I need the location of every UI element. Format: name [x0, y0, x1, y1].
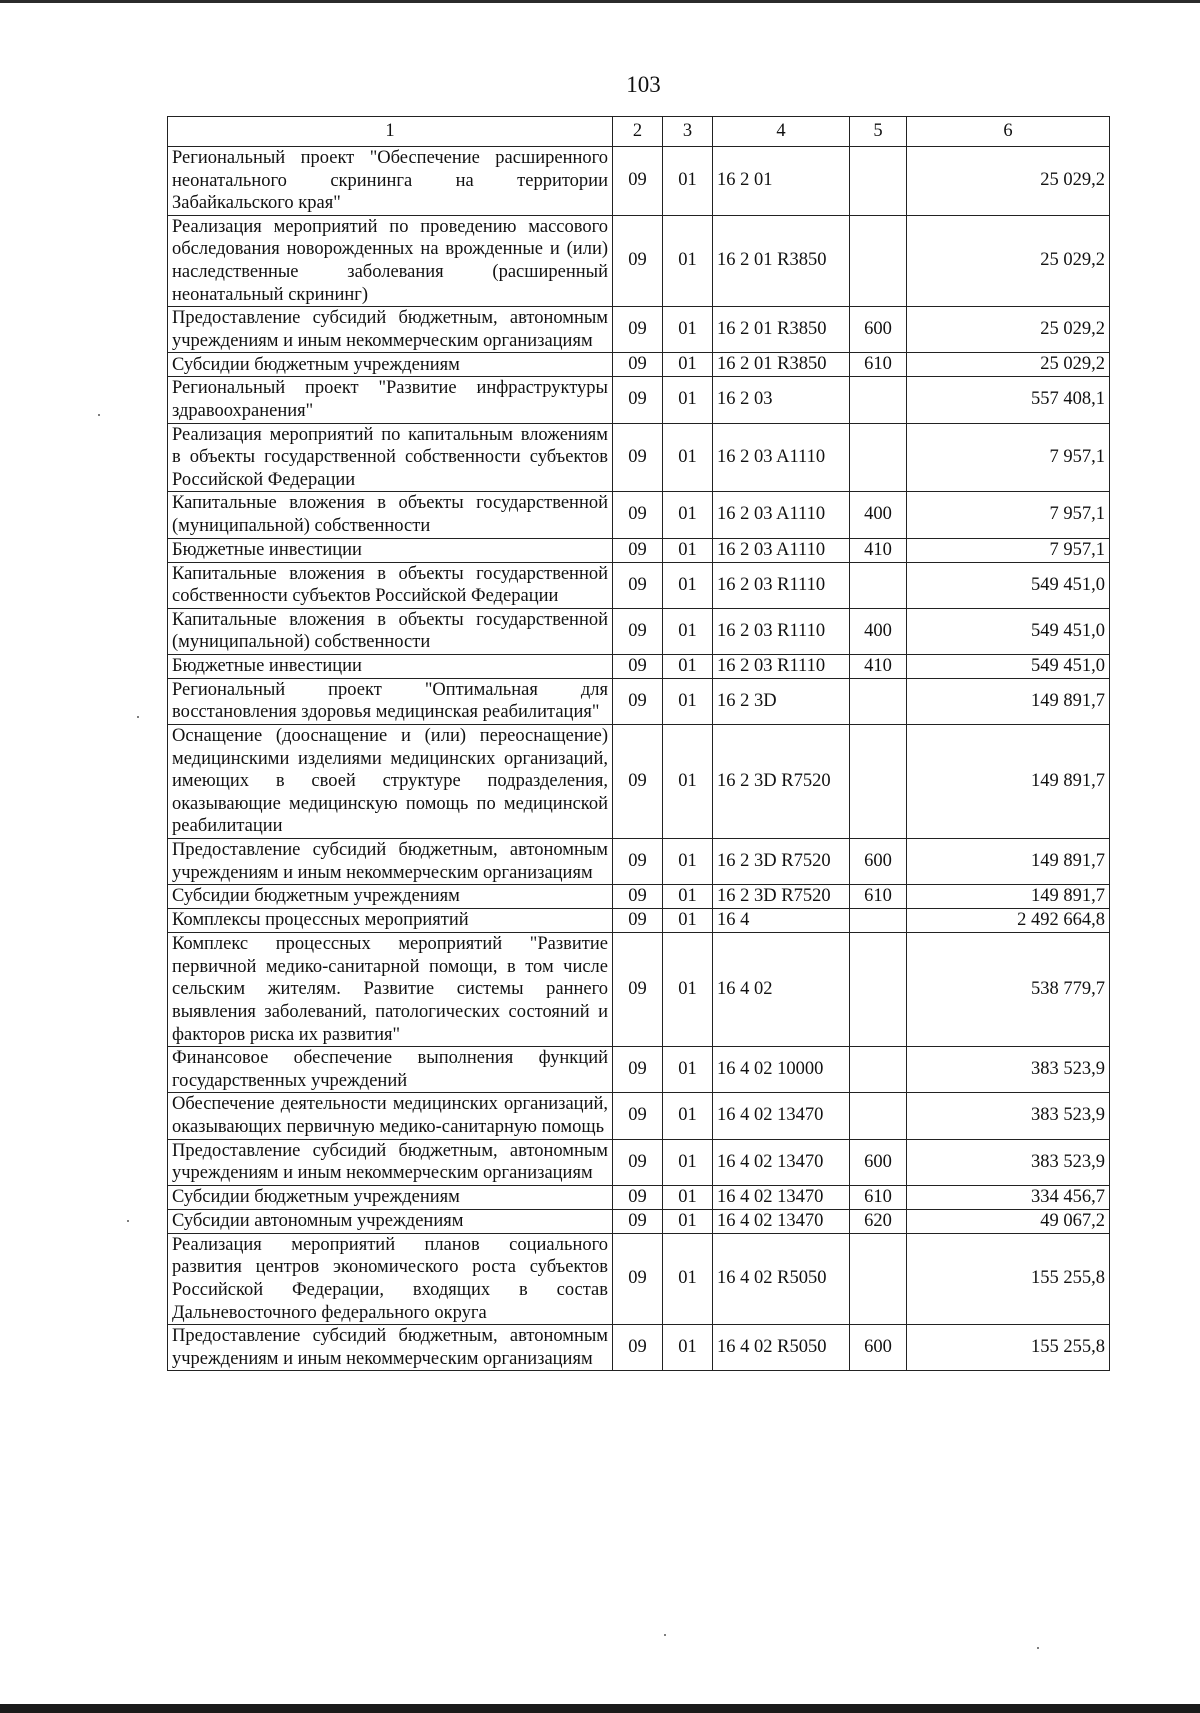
row-amount: 549 451,0 [907, 562, 1110, 608]
row-expense-type [850, 1047, 907, 1093]
row-amount: 149 891,7 [907, 885, 1110, 909]
row-name: Региональный проект "Развитие инфраструктуры здравоохранения" [168, 377, 613, 423]
row-subsection: 01 [663, 839, 713, 885]
row-section: 09 [613, 538, 663, 562]
row-subsection: 01 [663, 215, 713, 306]
header-col-3: 3 [663, 117, 713, 147]
row-amount: 25 029,2 [907, 353, 1110, 377]
row-section: 09 [613, 1185, 663, 1209]
row-expense-type: 600 [850, 839, 907, 885]
table-row [168, 1047, 1110, 1093]
header-col-6: 6 [907, 117, 1110, 147]
row-expense-type [850, 1093, 907, 1139]
budget-table [167, 116, 1110, 1371]
row-name: Комплексы процессных мероприятий [168, 909, 613, 933]
row-expense-type: 610 [850, 1185, 907, 1209]
scan-edge-top [0, 0, 1200, 3]
row-expense-type: 400 [850, 492, 907, 538]
row-target-code: 16 4 02 13470 [713, 1139, 850, 1185]
row-expense-type: 610 [850, 353, 907, 377]
row-target-code: 16 2 03 R1110 [713, 608, 850, 654]
row-amount: 155 255,8 [907, 1233, 1110, 1324]
row-amount: 383 523,9 [907, 1047, 1110, 1093]
table-row [168, 1233, 1110, 1324]
row-subsection: 01 [663, 147, 713, 216]
row-target-code: 16 4 02 13470 [713, 1209, 850, 1233]
row-subsection: 01 [663, 1233, 713, 1324]
table-row [168, 933, 1110, 1047]
table-row [168, 353, 1110, 377]
row-section: 09 [613, 353, 663, 377]
row-target-code: 16 2 03 A1110 [713, 423, 850, 492]
row-name: Реализация мероприятий планов социального развития центров экономического роста субъектов Российской Федерации, входящих в состав Дальневосточного федерального округа [168, 1233, 613, 1324]
row-subsection: 01 [663, 678, 713, 724]
row-expense-type [850, 215, 907, 306]
table-row [168, 678, 1110, 724]
table-body [168, 147, 1110, 1371]
row-expense-type [850, 377, 907, 423]
table-row [168, 307, 1110, 353]
row-target-code: 16 2 03 A1110 [713, 492, 850, 538]
row-target-code: 16 4 02 13470 [713, 1093, 850, 1139]
row-expense-type [850, 933, 907, 1047]
row-section: 09 [613, 1233, 663, 1324]
row-name: Бюджетные инвестиции [168, 538, 613, 562]
row-amount: 25 029,2 [907, 147, 1110, 216]
row-name: Реализация мероприятий по проведению массового обследования новорожденных на врожденные и (или) наследственные заболевания (расширенный неонатальный скрининг) [168, 215, 613, 306]
row-subsection: 01 [663, 654, 713, 678]
row-name: Оснащение (дооснащение и (или) переоснащение) медицинскими изделиями медицинских организаций, имеющих в своей структуре подразделения, оказывающие медицинскую помощь по медицинской реабилитации [168, 725, 613, 839]
row-target-code: 16 2 03 R1110 [713, 654, 850, 678]
row-section: 09 [613, 1209, 663, 1233]
row-target-code: 16 2 01 R3850 [713, 307, 850, 353]
row-amount: 383 523,9 [907, 1139, 1110, 1185]
scan-speck [127, 1220, 129, 1222]
row-expense-type [850, 562, 907, 608]
row-expense-type [850, 1233, 907, 1324]
row-name: Региональный проект "Обеспечение расширенного неонатального скрининга на территории Забайкальского края" [168, 147, 613, 216]
row-amount: 7 957,1 [907, 492, 1110, 538]
row-target-code: 16 2 03 [713, 377, 850, 423]
scan-speck [1037, 1647, 1039, 1649]
row-name: Субсидии бюджетным учреждениям [168, 353, 613, 377]
row-section: 09 [613, 492, 663, 538]
row-section: 09 [613, 654, 663, 678]
row-subsection: 01 [663, 1185, 713, 1209]
row-amount: 149 891,7 [907, 725, 1110, 839]
row-amount: 149 891,7 [907, 839, 1110, 885]
row-subsection: 01 [663, 423, 713, 492]
row-subsection: 01 [663, 353, 713, 377]
row-name: Капитальные вложения в объекты государственной (муниципальной) собственности [168, 608, 613, 654]
table-row [168, 885, 1110, 909]
row-subsection: 01 [663, 562, 713, 608]
row-target-code: 16 2 3D [713, 678, 850, 724]
header-col-5: 5 [850, 117, 907, 147]
row-amount: 49 067,2 [907, 1209, 1110, 1233]
header-row [168, 117, 1110, 147]
row-target-code: 16 4 02 R5050 [713, 1233, 850, 1324]
row-amount: 7 957,1 [907, 423, 1110, 492]
row-subsection: 01 [663, 1047, 713, 1093]
row-amount: 538 779,7 [907, 933, 1110, 1047]
row-target-code: 16 4 02 10000 [713, 1047, 850, 1093]
row-name: Субсидии бюджетным учреждениям [168, 1185, 613, 1209]
row-name: Капитальные вложения в объекты государственной (муниципальной) собственности [168, 492, 613, 538]
row-expense-type: 620 [850, 1209, 907, 1233]
row-expense-type [850, 678, 907, 724]
row-expense-type: 410 [850, 538, 907, 562]
row-expense-type: 600 [850, 1325, 907, 1371]
table-row [168, 909, 1110, 933]
table-row [168, 492, 1110, 538]
row-amount: 383 523,9 [907, 1093, 1110, 1139]
row-subsection: 01 [663, 377, 713, 423]
table-row [168, 1325, 1110, 1371]
table-row [168, 538, 1110, 562]
table-row [168, 1209, 1110, 1233]
scan-edge-bottom [0, 1704, 1200, 1713]
table-row [168, 1093, 1110, 1139]
row-target-code: 16 4 02 [713, 933, 850, 1047]
table-row [168, 839, 1110, 885]
page-number: 103 [626, 72, 661, 97]
table-row [168, 377, 1110, 423]
row-amount: 549 451,0 [907, 608, 1110, 654]
scan-speck [664, 1634, 666, 1636]
row-target-code: 16 2 03 A1110 [713, 538, 850, 562]
row-name: Предоставление субсидий бюджетным, автономным учреждениям и иным некоммерческим организациям [168, 1139, 613, 1185]
row-amount: 25 029,2 [907, 307, 1110, 353]
row-section: 09 [613, 678, 663, 724]
table-row [168, 1139, 1110, 1185]
row-expense-type: 410 [850, 654, 907, 678]
row-subsection: 01 [663, 725, 713, 839]
table-row [168, 725, 1110, 839]
row-amount: 149 891,7 [907, 678, 1110, 724]
row-target-code: 16 4 02 13470 [713, 1185, 850, 1209]
row-name: Капитальные вложения в объекты государственной собственности субъектов Российской Федерации [168, 562, 613, 608]
row-name: Региональный проект "Оптимальная для восстановления здоровья медицинская реабилитация" [168, 678, 613, 724]
row-section: 09 [613, 608, 663, 654]
row-target-code: 16 2 3D R7520 [713, 725, 850, 839]
row-target-code: 16 4 02 R5050 [713, 1325, 850, 1371]
row-section: 09 [613, 1325, 663, 1371]
row-target-code: 16 4 [713, 909, 850, 933]
header-col-1: 1 [168, 117, 613, 147]
row-target-code: 16 2 3D R7520 [713, 885, 850, 909]
row-subsection: 01 [663, 909, 713, 933]
row-section: 09 [613, 307, 663, 353]
row-name: Финансовое обеспечение выполнения функций государственных учреждений [168, 1047, 613, 1093]
row-name: Обеспечение деятельности медицинских организаций, оказывающих первичную медико-санитарную помощь [168, 1093, 613, 1139]
row-amount: 334 456,7 [907, 1185, 1110, 1209]
row-name: Бюджетные инвестиции [168, 654, 613, 678]
scan-speck [137, 716, 139, 718]
row-name: Предоставление субсидий бюджетным, автономным учреждениям и иным некоммерческим организациям [168, 839, 613, 885]
row-expense-type [850, 147, 907, 216]
row-name: Субсидии бюджетным учреждениям [168, 885, 613, 909]
row-section: 09 [613, 1047, 663, 1093]
row-subsection: 01 [663, 933, 713, 1047]
row-target-code: 16 2 01 [713, 147, 850, 216]
row-subsection: 01 [663, 1093, 713, 1139]
row-subsection: 01 [663, 307, 713, 353]
row-expense-type: 600 [850, 1139, 907, 1185]
row-name: Предоставление субсидий бюджетным, автономным учреждениям и иным некоммерческим организациям [168, 307, 613, 353]
row-subsection: 01 [663, 538, 713, 562]
row-section: 09 [613, 1139, 663, 1185]
header-col-4: 4 [713, 117, 850, 147]
row-subsection: 01 [663, 1209, 713, 1233]
row-subsection: 01 [663, 608, 713, 654]
row-target-code: 16 2 03 R1110 [713, 562, 850, 608]
row-section: 09 [613, 377, 663, 423]
row-amount: 7 957,1 [907, 538, 1110, 562]
row-expense-type: 610 [850, 885, 907, 909]
row-section: 09 [613, 215, 663, 306]
row-subsection: 01 [663, 1325, 713, 1371]
row-amount: 549 451,0 [907, 654, 1110, 678]
row-target-code: 16 2 01 R3850 [713, 215, 850, 306]
row-amount: 557 408,1 [907, 377, 1110, 423]
row-amount: 155 255,8 [907, 1325, 1110, 1371]
row-section: 09 [613, 562, 663, 608]
table-row [168, 562, 1110, 608]
row-section: 09 [613, 423, 663, 492]
row-subsection: 01 [663, 1139, 713, 1185]
row-section: 09 [613, 909, 663, 933]
table-row [168, 147, 1110, 216]
header-col-2: 2 [613, 117, 663, 147]
row-subsection: 01 [663, 492, 713, 538]
row-section: 09 [613, 1093, 663, 1139]
row-name: Предоставление субсидий бюджетным, автономным учреждениям и иным некоммерческим организациям [168, 1325, 613, 1371]
row-expense-type: 600 [850, 307, 907, 353]
row-section: 09 [613, 147, 663, 216]
table-row [168, 423, 1110, 492]
row-amount: 25 029,2 [907, 215, 1110, 306]
row-name: Субсидии автономным учреждениям [168, 1209, 613, 1233]
table-row [168, 608, 1110, 654]
row-section: 09 [613, 885, 663, 909]
row-expense-type [850, 423, 907, 492]
row-expense-type [850, 909, 907, 933]
row-expense-type: 400 [850, 608, 907, 654]
row-target-code: 16 2 3D R7520 [713, 839, 850, 885]
row-target-code: 16 2 01 R3850 [713, 353, 850, 377]
row-section: 09 [613, 933, 663, 1047]
row-amount: 2 492 664,8 [907, 909, 1110, 933]
table-row [168, 1185, 1110, 1209]
row-subsection: 01 [663, 885, 713, 909]
row-expense-type [850, 725, 907, 839]
row-name: Комплекс процессных мероприятий "Развитие первичной медико-санитарной помощи, в том числе сельским жителям. Развитие системы раннего выявления заболеваний, патологических состояний и факторов риска их развития" [168, 933, 613, 1047]
row-name: Реализация мероприятий по капитальным вложениям в объекты государственной собственности субъектов Российской Федерации [168, 423, 613, 492]
table-row [168, 215, 1110, 306]
table-row [168, 654, 1110, 678]
row-section: 09 [613, 839, 663, 885]
scan-speck [98, 414, 100, 416]
row-section: 09 [613, 725, 663, 839]
